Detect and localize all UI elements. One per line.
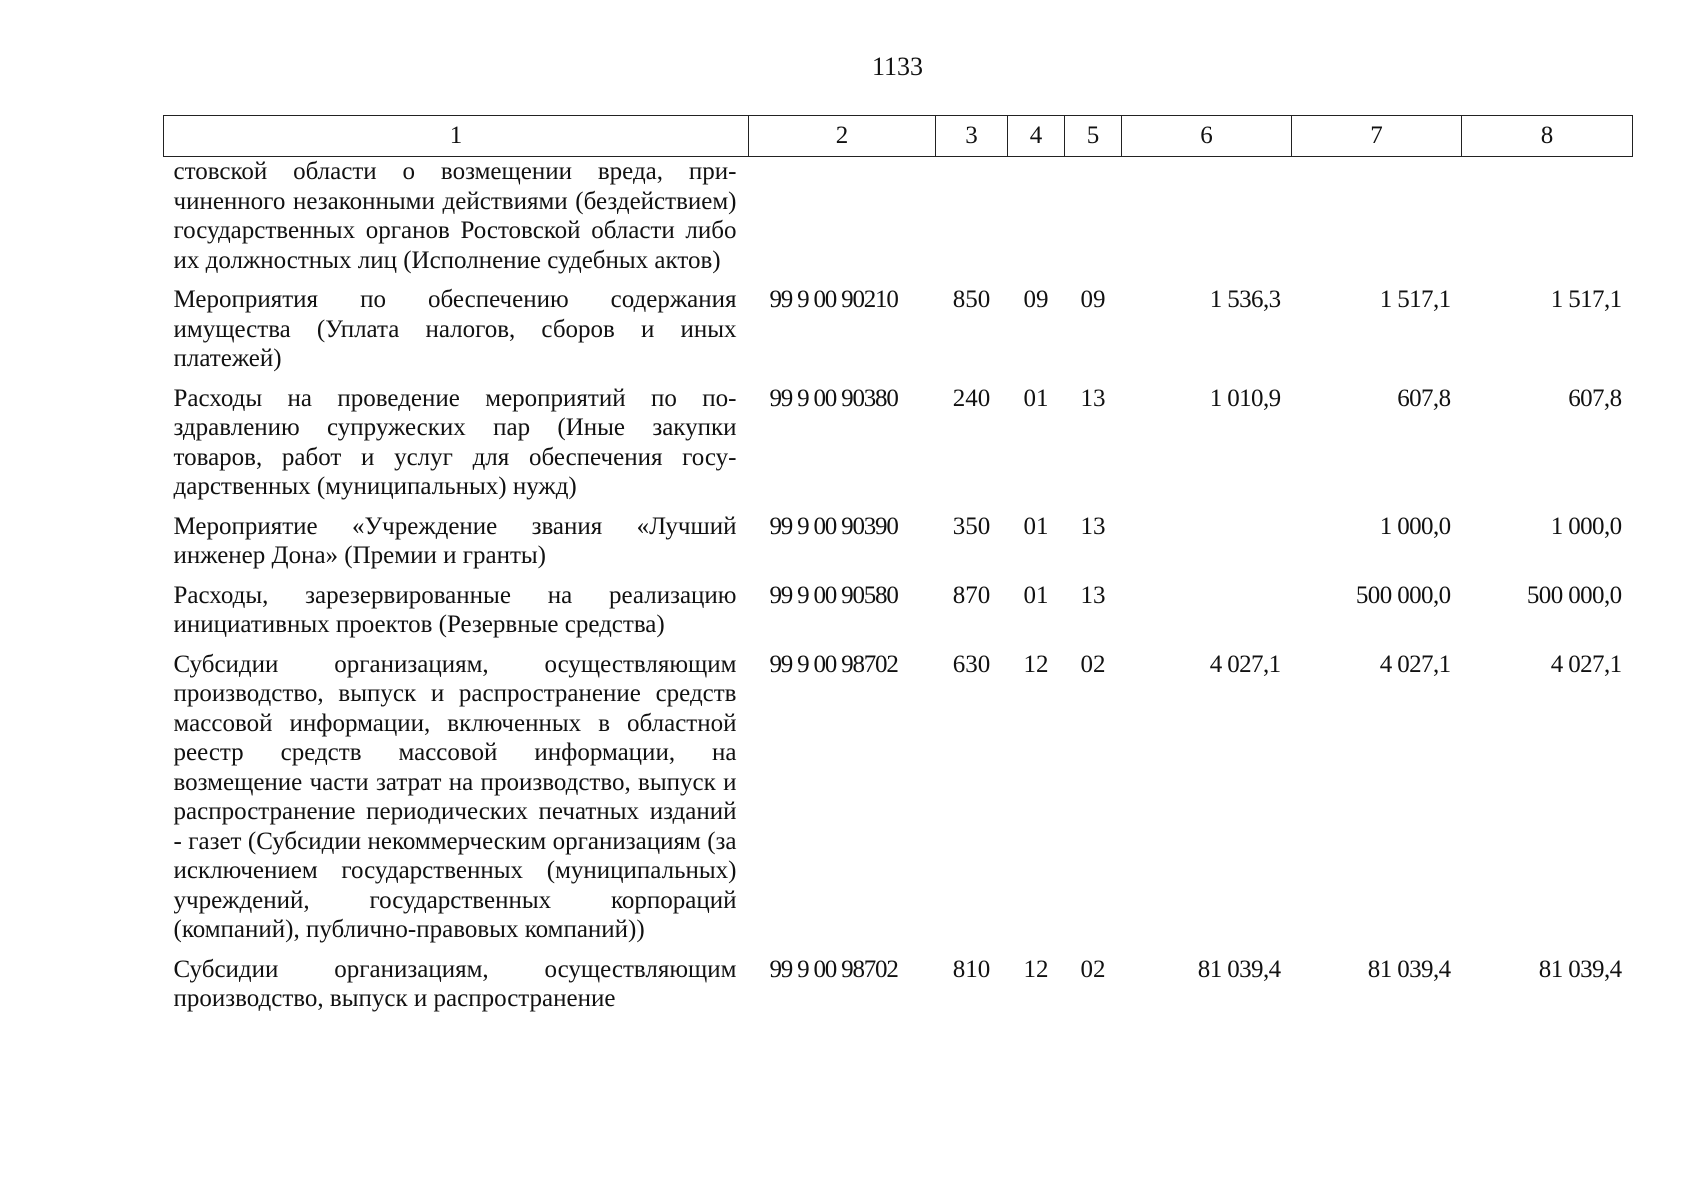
row-description: Расходы на проведение мероприятий по поздравлению супружеских пар (Иные закупки товаров, работ и услуг для обеспечения государственных (муниципальных) нужд) (173, 384, 737, 500)
row-section: 09 (1023, 286, 1049, 313)
row-expense-type: 810 (952, 955, 991, 983)
header-col-5: 5 (1065, 116, 1122, 157)
header-col-2: 2 (749, 116, 936, 157)
row-amount-col8 (1462, 157, 1633, 286)
row-amount-col6: 81 039,4 (1197, 955, 1281, 983)
row-amount-col6 (1122, 157, 1292, 286)
row-section: 12 (1023, 955, 1049, 983)
row-section (1008, 157, 1065, 286)
row-amount-col6 (1122, 581, 1292, 650)
row-amount-col7: 4 027,1 (1379, 650, 1451, 678)
row-amount-col7 (1292, 157, 1462, 286)
row-amount-col6 (1122, 512, 1292, 581)
row-amount-col7: 500 000,0 (1355, 581, 1451, 609)
row-description: Мероприятие «Учреждение звания «Лучший инженер Дона» (Премии и гранты) (173, 512, 737, 569)
row-subsection (1065, 157, 1122, 286)
header-col-7: 7 (1292, 116, 1462, 157)
table-row (164, 650, 1633, 955)
row-description: Субсидии организациям, осуществляющим производство, выпуск и распространение средств массовой информации, включенных в областной реестр средств массовой информации, на возмещение части затрат на производство, выпуск и распространение периодических печатных изданий - газет (Субсидии некоммерческим организациям (за исключением государственных (муниципальных) учреждений, государственных корпораций (компаний), публично-правовых компаний)) (173, 650, 737, 943)
row-section: 01 (1023, 581, 1049, 609)
row-amount-col7: 607,8 (1397, 384, 1451, 412)
row-amount-col6: 1 010,9 (1209, 384, 1281, 412)
header-col-1: 1 (164, 116, 749, 157)
row-subsection: 02 (1080, 955, 1106, 983)
row-amount-col6: 4 027,1 (1209, 650, 1281, 678)
row-amount-col8: 607,8 (1568, 384, 1622, 412)
row-amount-col8: 81 039,4 (1538, 955, 1622, 983)
table-row (164, 512, 1633, 581)
row-subsection: 02 (1080, 650, 1106, 678)
row-expense-type: 870 (952, 581, 991, 609)
row-amount-col7: 1 517,1 (1379, 286, 1451, 313)
row-expense-type (936, 157, 1008, 286)
row-description: Расходы, зарезервированные на реализацию инициативных проектов (Резервные средства) (173, 581, 737, 638)
header-row (164, 116, 1633, 157)
budget-table (163, 115, 1633, 1024)
row-target-code: 99 9 00 90580 (769, 581, 898, 609)
table-header (164, 116, 1633, 157)
row-amount-col8: 1 517,1 (1550, 286, 1622, 313)
row-description: стовской области о возмещении вреда, причиненного незаконными действиями (бездействием) государственных органов Ростовской области либо их должностных лиц (Исполнение судебных актов) (173, 158, 737, 274)
row-description: Мероприятия по обеспечению содержания имущества (Уплата налогов, сборов и иных платежей) (173, 286, 737, 372)
header-col-8: 8 (1462, 116, 1633, 157)
row-subsection: 09 (1080, 286, 1106, 313)
row-description: Субсидии организациям, осуществляющим производство, выпуск и распространение (173, 955, 737, 1012)
row-amount-col7: 1 000,0 (1379, 512, 1451, 540)
row-target-code: 99 9 00 90380 (769, 384, 898, 412)
row-subsection: 13 (1080, 581, 1106, 609)
row-target-code: 99 9 00 98702 (769, 650, 898, 678)
row-section: 01 (1023, 384, 1049, 412)
header-col-4: 4 (1008, 116, 1065, 157)
row-amount-col8: 4 027,1 (1550, 650, 1622, 678)
header-col-3: 3 (936, 116, 1008, 157)
table-row (164, 955, 1633, 1024)
row-subsection: 13 (1080, 512, 1106, 540)
row-subsection: 13 (1080, 384, 1106, 412)
table-row (164, 285, 1633, 384)
row-target-code (749, 157, 936, 286)
row-amount-col7: 81 039,4 (1367, 955, 1451, 983)
table-row (164, 581, 1633, 650)
table-body (164, 157, 1633, 1024)
row-amount-col8: 1 000,0 (1550, 512, 1622, 540)
row-target-code: 99 9 00 98702 (769, 955, 898, 983)
row-expense-type: 350 (952, 512, 991, 540)
row-amount-col8: 500 000,0 (1526, 581, 1622, 609)
row-amount-col6: 1 536,3 (1209, 286, 1281, 313)
row-expense-type: 240 (952, 384, 991, 412)
row-section: 01 (1023, 512, 1049, 540)
row-target-code: 99 9 00 90390 (769, 512, 898, 540)
row-section: 12 (1023, 650, 1049, 678)
table-row (164, 384, 1633, 512)
page-number: 1133 (871, 52, 924, 81)
table-row (164, 157, 1633, 286)
header-col-6: 6 (1122, 116, 1292, 157)
row-expense-type: 630 (952, 650, 991, 678)
row-target-code: 99 9 00 90210 (769, 286, 898, 313)
row-expense-type: 850 (952, 286, 991, 313)
